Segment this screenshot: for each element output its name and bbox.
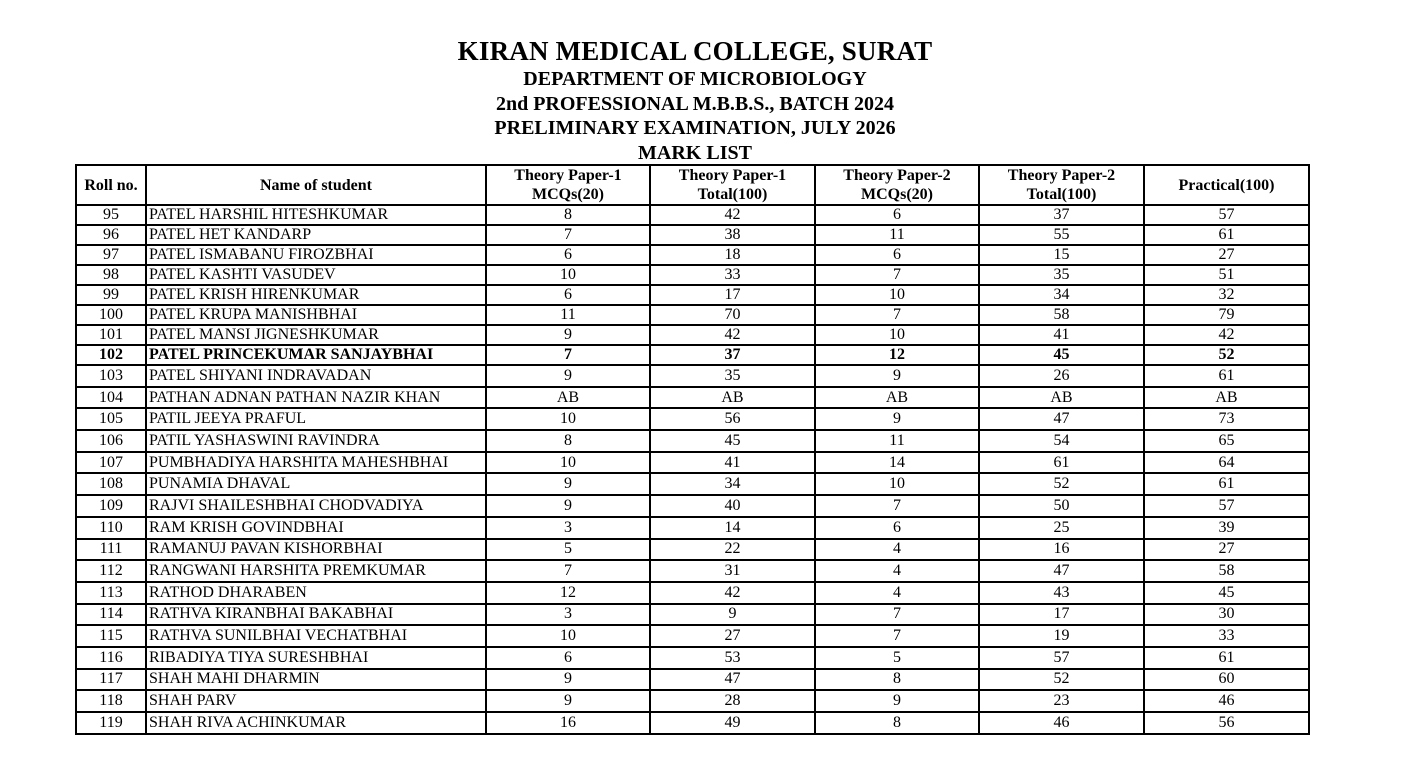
table-row bbox=[76, 225, 1309, 245]
table-row bbox=[76, 539, 1309, 561]
cell-practical: 61 bbox=[1144, 473, 1309, 495]
cell-name: PATIL YASHASWINI RAVINDRA bbox=[146, 430, 486, 452]
cell-tp2-total: 55 bbox=[979, 225, 1144, 245]
cell-tp1-total: 34 bbox=[650, 473, 815, 495]
cell-practical: 30 bbox=[1144, 604, 1309, 626]
table-row bbox=[76, 560, 1309, 582]
cell-tp1-total: 41 bbox=[650, 452, 815, 474]
table-row bbox=[76, 582, 1309, 604]
cell-name: SHAH MAHI DHARMIN bbox=[146, 669, 486, 691]
cell-tp2-total: 15 bbox=[979, 245, 1144, 265]
table-row bbox=[76, 690, 1309, 712]
cell-name: RAJVI SHAILESHBHAI CHODVADIYA bbox=[146, 495, 486, 517]
cell-tp1-total: 56 bbox=[650, 408, 815, 430]
cell-roll: 107 bbox=[76, 452, 146, 474]
cell-name: PATEL KRUPA MANISHBHAI bbox=[146, 305, 486, 325]
table-row bbox=[76, 669, 1309, 691]
cell-practical: 33 bbox=[1144, 625, 1309, 647]
cell-tp2-mcq: 12 bbox=[815, 345, 979, 365]
cell-roll: 101 bbox=[76, 325, 146, 345]
cell-tp1-total: 70 bbox=[650, 305, 815, 325]
cell-tp2-total: 25 bbox=[979, 517, 1144, 539]
cell-name: PATEL MANSI JIGNESHKUMAR bbox=[146, 325, 486, 345]
table-row bbox=[76, 265, 1309, 285]
mark-list-title: MARK LIST bbox=[638, 142, 752, 164]
cell-name: RANGWANI HARSHITA PREMKUMAR bbox=[146, 560, 486, 582]
cell-tp1-mcq: 6 bbox=[486, 647, 650, 669]
cell-tp2-total: 37 bbox=[979, 205, 1144, 225]
cell-roll: 95 bbox=[76, 205, 146, 225]
cell-tp2-mcq: 7 bbox=[815, 495, 979, 517]
cell-tp2-mcq: 4 bbox=[815, 560, 979, 582]
batch-title: 2nd PROFESSIONAL M.B.B.S., BATCH 2024 bbox=[495, 93, 895, 115]
table-row bbox=[76, 430, 1309, 452]
cell-tp1-total: 42 bbox=[650, 205, 815, 225]
cell-practical: 61 bbox=[1144, 225, 1309, 245]
cell-name: PATEL KASHTI VASUDEV bbox=[146, 265, 486, 285]
cell-tp1-mcq: 9 bbox=[486, 690, 650, 712]
cell-roll: 106 bbox=[76, 430, 146, 452]
cell-tp2-mcq: 9 bbox=[815, 690, 979, 712]
table-row bbox=[76, 305, 1309, 325]
cell-tp1-total: 18 bbox=[650, 245, 815, 265]
table-row bbox=[76, 285, 1309, 305]
cell-practical: 27 bbox=[1144, 245, 1309, 265]
cell-tp1-mcq: 11 bbox=[486, 305, 650, 325]
cell-roll: 98 bbox=[76, 265, 146, 285]
cell-tp2-total: 54 bbox=[979, 430, 1144, 452]
cell-practical: 27 bbox=[1144, 539, 1309, 561]
table-row bbox=[76, 647, 1309, 669]
cell-tp2-total: 58 bbox=[979, 305, 1144, 325]
cell-practical: 52 bbox=[1144, 345, 1309, 365]
cell-tp2-mcq: 9 bbox=[815, 365, 979, 387]
cell-tp2-mcq: 10 bbox=[815, 473, 979, 495]
cell-roll: 118 bbox=[76, 690, 146, 712]
cell-tp1-mcq: 7 bbox=[486, 225, 650, 245]
cell-tp2-total: 57 bbox=[979, 647, 1144, 669]
table-row bbox=[76, 604, 1309, 626]
cell-roll: 105 bbox=[76, 408, 146, 430]
cell-tp2-total: 35 bbox=[979, 265, 1144, 285]
table-row bbox=[76, 365, 1309, 387]
cell-name: SHAH RIVA ACHINKUMAR bbox=[146, 712, 486, 734]
table-row bbox=[76, 712, 1309, 734]
cell-practical: 73 bbox=[1144, 408, 1309, 430]
column-header-tp2-total: Theory Paper-2 Total(100) bbox=[979, 165, 1144, 205]
cell-practical: 45 bbox=[1144, 582, 1309, 604]
cell-tp1-total: 42 bbox=[650, 325, 815, 345]
cell-tp1-total: 9 bbox=[650, 604, 815, 626]
cell-practical: 39 bbox=[1144, 517, 1309, 539]
cell-tp2-mcq: 7 bbox=[815, 305, 979, 325]
cell-tp1-mcq: 10 bbox=[486, 265, 650, 285]
cell-tp2-total: 16 bbox=[979, 539, 1144, 561]
cell-practical: 60 bbox=[1144, 669, 1309, 691]
table-row bbox=[76, 473, 1309, 495]
cell-tp1-total: 49 bbox=[650, 712, 815, 734]
cell-tp1-mcq: 9 bbox=[486, 325, 650, 345]
cell-tp1-mcq: 3 bbox=[486, 517, 650, 539]
cell-tp2-total: 45 bbox=[979, 345, 1144, 365]
cell-tp2-total: 50 bbox=[979, 495, 1144, 517]
cell-practical: 57 bbox=[1144, 205, 1309, 225]
cell-tp1-total: 53 bbox=[650, 647, 815, 669]
cell-tp2-mcq: 14 bbox=[815, 452, 979, 474]
table-body bbox=[76, 205, 1309, 734]
cell-tp1-total: 22 bbox=[650, 539, 815, 561]
cell-roll: 96 bbox=[76, 225, 146, 245]
table-row bbox=[76, 205, 1309, 225]
cell-tp1-mcq: AB bbox=[486, 387, 650, 409]
cell-tp2-total: 19 bbox=[979, 625, 1144, 647]
cell-practical: 56 bbox=[1144, 712, 1309, 734]
cell-practical: 79 bbox=[1144, 305, 1309, 325]
cell-practical: 46 bbox=[1144, 690, 1309, 712]
cell-tp2-mcq: 5 bbox=[815, 647, 979, 669]
cell-name: PUNAMIA DHAVAL bbox=[146, 473, 486, 495]
cell-name: RATHVA KIRANBHAI BAKABHAI bbox=[146, 604, 486, 626]
cell-tp1-total: 40 bbox=[650, 495, 815, 517]
cell-roll: 100 bbox=[76, 305, 146, 325]
cell-tp2-total: 47 bbox=[979, 560, 1144, 582]
cell-tp2-total: AB bbox=[979, 387, 1144, 409]
cell-name: PATEL PRINCEKUMAR SANJAYBHAI bbox=[146, 345, 486, 365]
exam-title: PRELIMINARY EXAMINATION, JULY 2026 bbox=[494, 117, 896, 139]
cell-tp1-total: 47 bbox=[650, 669, 815, 691]
column-header-tp1-mcq: Theory Paper-1 MCQs(20) bbox=[486, 165, 650, 205]
table-header-row bbox=[76, 165, 1309, 205]
cell-roll: 115 bbox=[76, 625, 146, 647]
cell-roll: 117 bbox=[76, 669, 146, 691]
cell-tp2-mcq: 6 bbox=[815, 517, 979, 539]
table-row bbox=[76, 495, 1309, 517]
cell-tp1-total: 31 bbox=[650, 560, 815, 582]
cell-practical: 42 bbox=[1144, 325, 1309, 345]
cell-roll: 116 bbox=[76, 647, 146, 669]
cell-roll: 108 bbox=[76, 473, 146, 495]
cell-tp1-total: 45 bbox=[650, 430, 815, 452]
column-header-practical: Practical(100) bbox=[1144, 165, 1309, 205]
cell-name: PATHAN ADNAN PATHAN NAZIR KHAN bbox=[146, 387, 486, 409]
cell-tp2-total: 41 bbox=[979, 325, 1144, 345]
cell-name: RIBADIYA TIYA SURESHBHAI bbox=[146, 647, 486, 669]
cell-tp1-mcq: 10 bbox=[486, 408, 650, 430]
cell-roll: 109 bbox=[76, 495, 146, 517]
cell-tp2-total: 43 bbox=[979, 582, 1144, 604]
cell-practical: 51 bbox=[1144, 265, 1309, 285]
cell-name: PATEL HET KANDARP bbox=[146, 225, 486, 245]
cell-tp2-mcq: 4 bbox=[815, 582, 979, 604]
cell-tp1-total: 17 bbox=[650, 285, 815, 305]
cell-tp2-mcq: 11 bbox=[815, 225, 979, 245]
cell-tp2-mcq: 7 bbox=[815, 604, 979, 626]
cell-tp1-mcq: 10 bbox=[486, 452, 650, 474]
cell-tp1-mcq: 9 bbox=[486, 669, 650, 691]
column-header-tp1-total: Theory Paper-1 Total(100) bbox=[650, 165, 815, 205]
cell-tp2-mcq: 6 bbox=[815, 205, 979, 225]
cell-tp2-mcq: 11 bbox=[815, 430, 979, 452]
cell-practical: 57 bbox=[1144, 495, 1309, 517]
cell-tp2-mcq: 10 bbox=[815, 285, 979, 305]
cell-tp1-mcq: 5 bbox=[486, 539, 650, 561]
cell-roll: 110 bbox=[76, 517, 146, 539]
cell-tp2-total: 34 bbox=[979, 285, 1144, 305]
table-row bbox=[76, 387, 1309, 409]
cell-tp2-total: 61 bbox=[979, 452, 1144, 474]
cell-tp2-mcq: 8 bbox=[815, 669, 979, 691]
table-row bbox=[76, 452, 1309, 474]
cell-practical: 64 bbox=[1144, 452, 1309, 474]
cell-tp1-mcq: 9 bbox=[486, 473, 650, 495]
cell-practical: 65 bbox=[1144, 430, 1309, 452]
cell-roll: 112 bbox=[76, 560, 146, 582]
cell-tp1-total: 28 bbox=[650, 690, 815, 712]
cell-practical: 61 bbox=[1144, 647, 1309, 669]
cell-tp2-total: 23 bbox=[979, 690, 1144, 712]
cell-tp1-total: 37 bbox=[650, 345, 815, 365]
cell-practical: AB bbox=[1144, 387, 1309, 409]
cell-name: PATEL ISMABANU FIROZBHAI bbox=[146, 245, 486, 265]
cell-tp2-mcq: 9 bbox=[815, 408, 979, 430]
cell-tp2-mcq: 7 bbox=[815, 625, 979, 647]
cell-roll: 103 bbox=[76, 365, 146, 387]
cell-tp2-total: 17 bbox=[979, 604, 1144, 626]
cell-tp2-total: 52 bbox=[979, 669, 1144, 691]
cell-tp1-total: 42 bbox=[650, 582, 815, 604]
column-header-roll: Roll no. bbox=[76, 165, 146, 205]
cell-name: PATEL KRISH HIRENKUMAR bbox=[146, 285, 486, 305]
cell-tp1-total: AB bbox=[650, 387, 815, 409]
table-row bbox=[76, 625, 1309, 647]
cell-tp2-mcq: 8 bbox=[815, 712, 979, 734]
table-row bbox=[76, 517, 1309, 539]
cell-roll: 104 bbox=[76, 387, 146, 409]
cell-tp1-mcq: 7 bbox=[486, 560, 650, 582]
cell-tp2-mcq: 4 bbox=[815, 539, 979, 561]
cell-tp2-mcq: AB bbox=[815, 387, 979, 409]
cell-tp1-mcq: 8 bbox=[486, 205, 650, 225]
cell-name: RAMANUJ PAVAN KISHORBHAI bbox=[146, 539, 486, 561]
cell-tp1-total: 33 bbox=[650, 265, 815, 285]
cell-tp2-total: 26 bbox=[979, 365, 1144, 387]
table-row bbox=[76, 245, 1309, 265]
mark-list-table bbox=[75, 164, 1310, 735]
column-header-name: Name of student bbox=[146, 165, 486, 205]
cell-name: PUMBHADIYA HARSHITA MAHESHBHAI bbox=[146, 452, 486, 474]
cell-roll: 97 bbox=[76, 245, 146, 265]
cell-tp1-mcq: 16 bbox=[486, 712, 650, 734]
cell-name: SHAH PARV bbox=[146, 690, 486, 712]
cell-roll: 111 bbox=[76, 539, 146, 561]
cell-tp1-mcq: 3 bbox=[486, 604, 650, 626]
cell-tp2-mcq: 7 bbox=[815, 265, 979, 285]
cell-name: RATHVA SUNILBHAI VECHATBHAI bbox=[146, 625, 486, 647]
cell-roll: 119 bbox=[76, 712, 146, 734]
cell-tp1-mcq: 7 bbox=[486, 345, 650, 365]
cell-name: RATHOD DHARABEN bbox=[146, 582, 486, 604]
table-row bbox=[76, 345, 1309, 365]
cell-tp1-mcq: 6 bbox=[486, 245, 650, 265]
cell-tp1-mcq: 9 bbox=[486, 365, 650, 387]
cell-tp1-total: 35 bbox=[650, 365, 815, 387]
cell-practical: 32 bbox=[1144, 285, 1309, 305]
cell-tp1-total: 27 bbox=[650, 625, 815, 647]
cell-tp1-mcq: 8 bbox=[486, 430, 650, 452]
cell-tp1-mcq: 9 bbox=[486, 495, 650, 517]
cell-roll: 99 bbox=[76, 285, 146, 305]
cell-tp2-mcq: 10 bbox=[815, 325, 979, 345]
cell-tp1-mcq: 10 bbox=[486, 625, 650, 647]
cell-roll: 113 bbox=[76, 582, 146, 604]
cell-name: PATEL HARSHIL HITESHKUMAR bbox=[146, 205, 486, 225]
cell-tp1-total: 14 bbox=[650, 517, 815, 539]
cell-name: PATIL JEEYA PRAFUL bbox=[146, 408, 486, 430]
cell-practical: 58 bbox=[1144, 560, 1309, 582]
cell-tp1-mcq: 6 bbox=[486, 285, 650, 305]
cell-tp1-mcq: 12 bbox=[486, 582, 650, 604]
cell-roll: 102 bbox=[76, 345, 146, 365]
cell-tp2-total: 52 bbox=[979, 473, 1144, 495]
cell-tp2-total: 46 bbox=[979, 712, 1144, 734]
cell-roll: 114 bbox=[76, 604, 146, 626]
department-name: DEPARTMENT OF MICROBIOLOGY bbox=[523, 68, 867, 90]
cell-practical: 61 bbox=[1144, 365, 1309, 387]
column-header-tp2-mcq: Theory Paper-2 MCQs(20) bbox=[815, 165, 979, 205]
cell-name: RAM KRISH GOVINDBHAI bbox=[146, 517, 486, 539]
cell-tp1-total: 38 bbox=[650, 225, 815, 245]
cell-tp2-mcq: 6 bbox=[815, 245, 979, 265]
table-row bbox=[76, 408, 1309, 430]
cell-tp2-total: 47 bbox=[979, 408, 1144, 430]
cell-name: PATEL SHIYANI INDRAVADAN bbox=[146, 365, 486, 387]
college-name: KIRAN MEDICAL COLLEGE, SURAT bbox=[457, 36, 933, 66]
table-row bbox=[76, 325, 1309, 345]
